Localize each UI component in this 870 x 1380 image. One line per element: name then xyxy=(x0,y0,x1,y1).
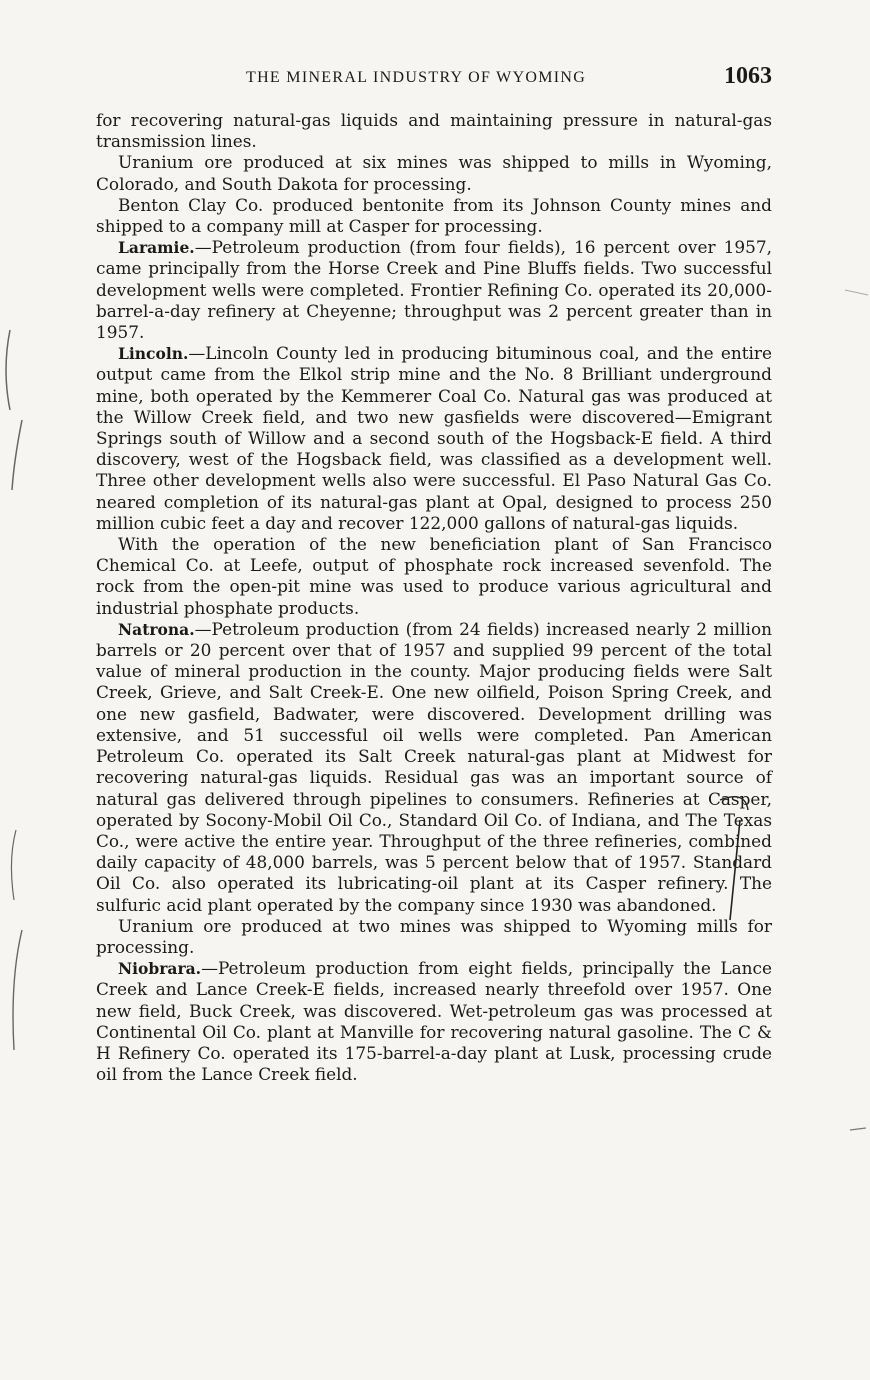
county-heading-natrona: Natrona. xyxy=(118,619,195,639)
paragraph-text: Uranium ore produced at six mines was shipped to mills in Wyoming, Colorado, and South Dakota for processing. xyxy=(96,152,772,194)
paragraph-text: for recovering natural-gas liquids and maintaining pressure in natural-gas transmission lines. xyxy=(96,110,772,152)
county-heading-niobrara: Niobrara. xyxy=(118,959,202,979)
paragraph-text: —Petroleum production (from four fields), 16 percent over 1957, came principally from the Horse Creek and Pine Bluffs fields. Two successful development wells were completed. Frontier Refining Co. operated its 20,000-barrel-a-day refinery at Cheyenne; throughput was 2 percent greater than in 1957. xyxy=(96,237,772,343)
paragraph-text: With the operation of the new beneficiation plant of San Francisco Chemical Co. at Leefe, output of phosphate rock increased sevenfold. The rock from the open-pit mine was used to produce various agricultural and industrial phosphate products. xyxy=(96,534,772,618)
paragraph-text: —Petroleum production (from 24 fields) increased nearly 2 million barrels or 20 percent over that of 1957 and supplied 99 percent of the total value of mineral production in the county. Major producing fields were Salt Creek, Grieve, and Salt Creek-E. One new oilfield, Poison Spring Creek, and one new gasfield, Badwater, were discovered. Development drilling was extensive, and 51 successful oil wells were completed. Pan American Petroleum Co. operated its Salt Creek natural-gas plant at Midwest for recovering natural-gas liquids. Residual gas was an important source of natural gas delivered through pipelines to consumers. Refineries at Casper, operated by Socony-Mobil Oil Co., Standard Oil Co. of Indiana, and The Texas Co., were active the entire year. Throughput of the three refineries, combined daily capacity of 48,000 barrels, was 5 percent below that of 1957. Standard Oil Co. also operated its lubricating-oil plant at its Casper refinery. The sulfuric acid plant operated by the company since 1930 was abandoned. xyxy=(96,618,772,915)
page-number: 1063 xyxy=(724,63,772,89)
county-heading-lincoln: Lincoln. xyxy=(118,344,189,364)
county-heading-laramie: Laramie. xyxy=(118,238,195,258)
paragraph-text: Benton Clay Co. produced bentonite from its Johnson County mines and shipped to a company mill at Casper for processing. xyxy=(96,194,772,237)
paragraph-text: Uranium ore produced at two mines was shipped to Wyoming mills for processing. xyxy=(96,915,772,957)
paragraph-text: —Lincoln County led in producing bituminous coal, and the entire output came from the Elkol strip mine and the No. 8 Brilliant underground mine, both operated by the Kemmerer Coal Co. Natural gas was produced at the Willow Creek field, and two new gasfields were discovered—Emigrant Springs south of Willow and a second south of the Hogsback-E field. A third discovery, west of the Hogsback field, was classified as a development well. Three other development wells also were successful. El Paso Natural Gas Co. neared completion of its natural-gas plant at Opal, designed to process 250 million cubic feet a day and recover 122,000 gallons of natural-gas liquids. xyxy=(96,343,772,533)
paragraph-text: —Petroleum production from eight fields, principally the Lance Creek and Lance Creek-E fields, increased nearly threefold over 1957. One new field, Buck Creek, was discovered. Wet-petroleum gas was processed at Continental Oil Co. plant at Manville for recovering natural gasoline. The C & H Refinery Co. operated its 175-barrel-a-day plant at Lusk, processing crude oil from the Lance Creek field. xyxy=(96,958,772,1085)
running-head: THE MINERAL INDUSTRY OF WYOMING xyxy=(246,69,587,86)
